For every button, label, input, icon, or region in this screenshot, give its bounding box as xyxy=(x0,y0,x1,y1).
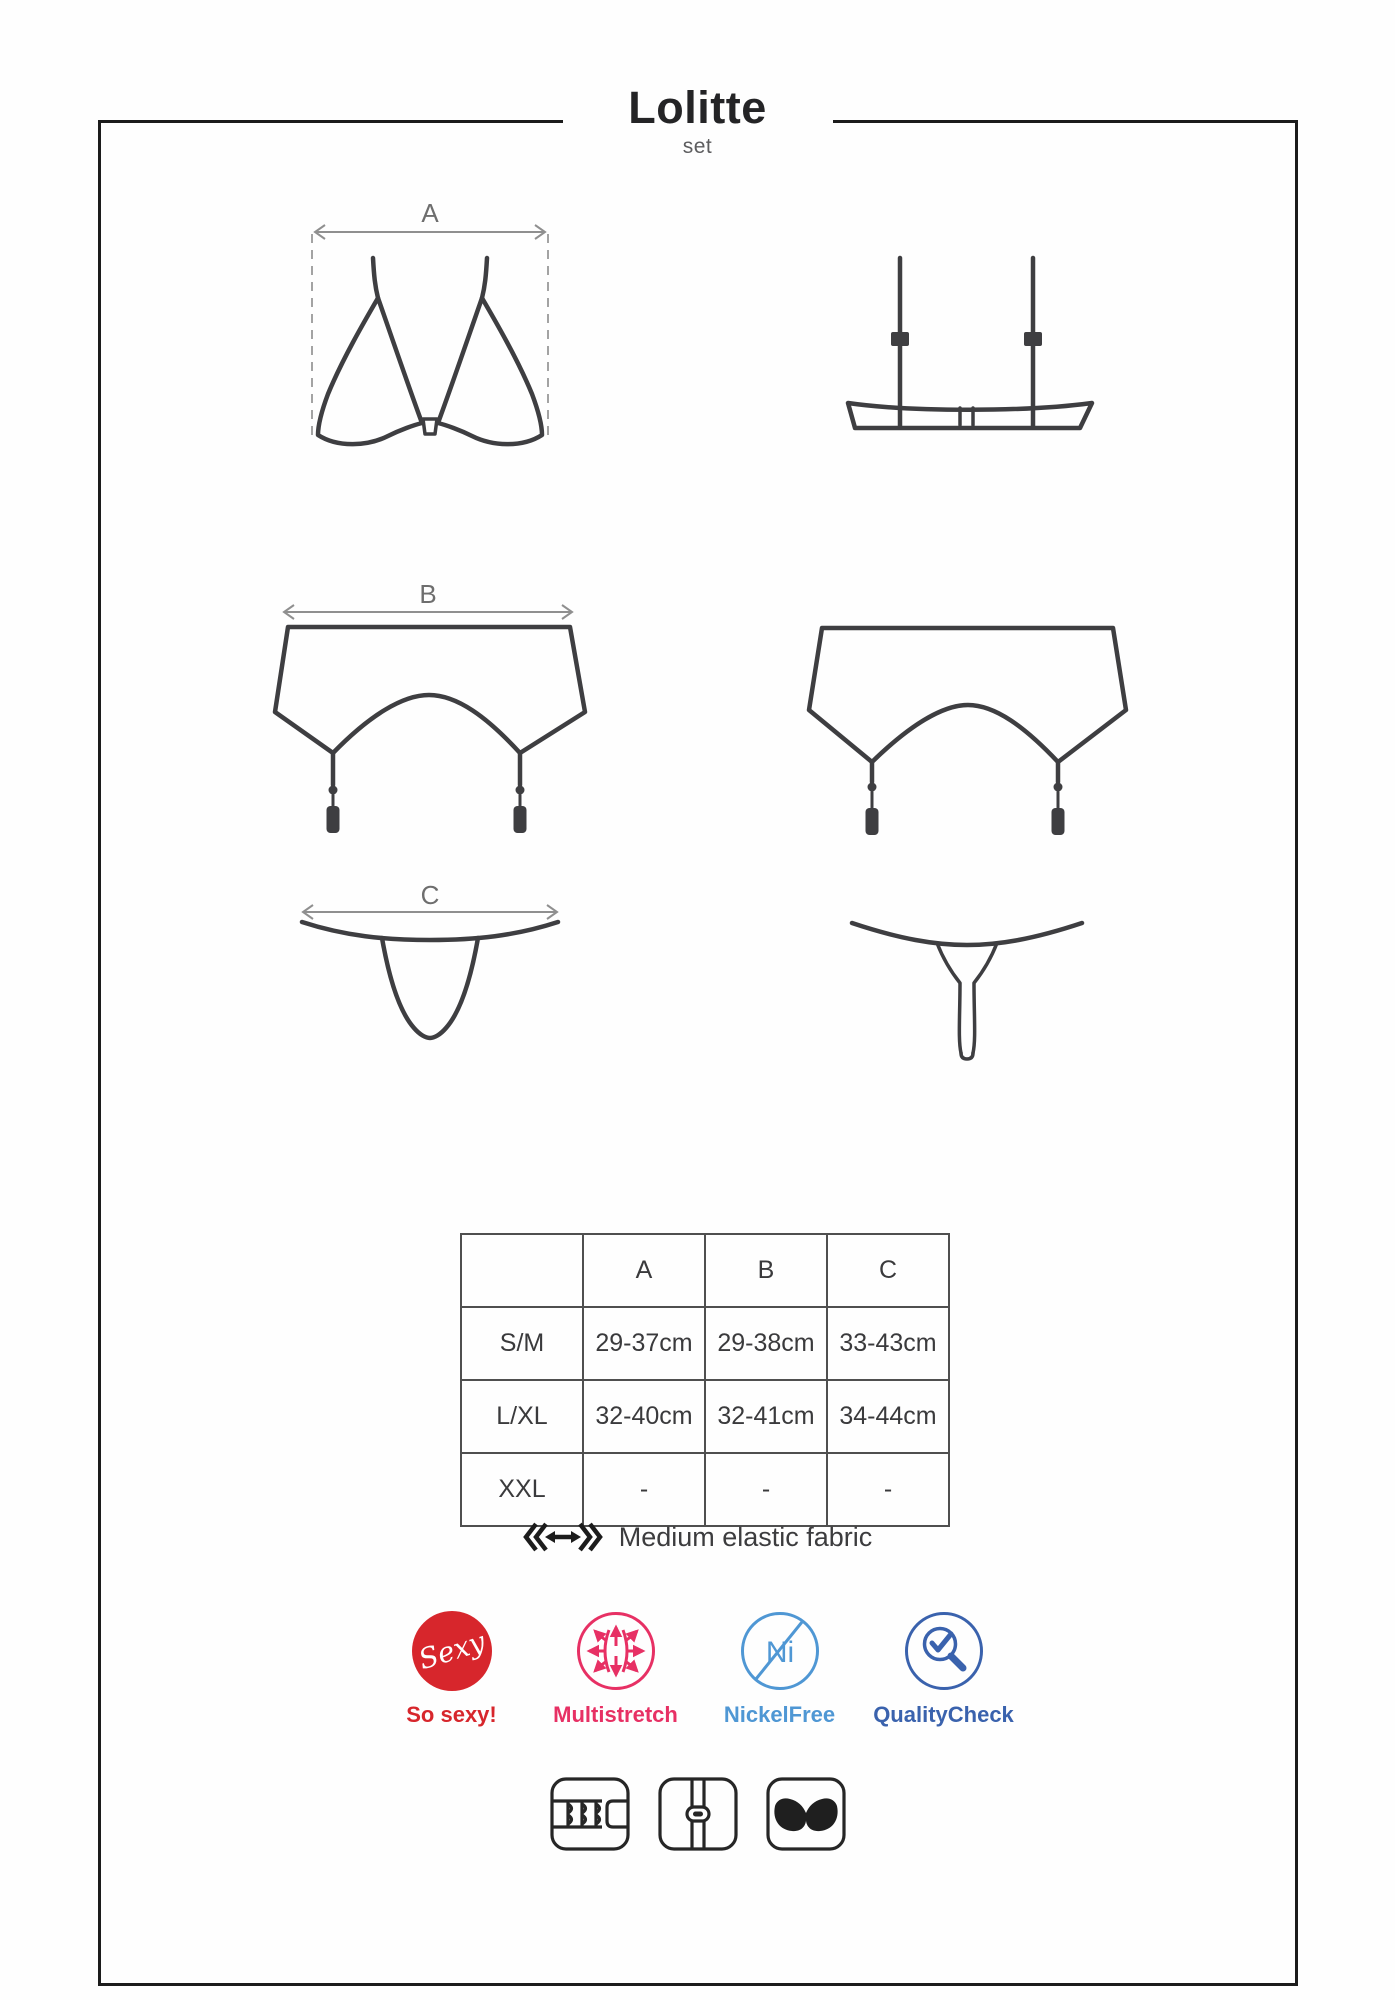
table-col-header-b: B xyxy=(705,1234,827,1307)
size-cell: 34-44cm xyxy=(827,1380,949,1453)
size-row-label: S/M xyxy=(461,1307,583,1380)
size-cell: 29-38cm xyxy=(705,1307,827,1380)
size-cell: - xyxy=(583,1453,705,1526)
table-row xyxy=(461,1380,949,1453)
garter-back-drawing xyxy=(805,615,1135,845)
table-col-header-c: C xyxy=(827,1234,949,1307)
size-cell: - xyxy=(705,1453,827,1526)
adjustable-strap-slider-icon xyxy=(657,1776,739,1852)
badge-nickelfree xyxy=(709,1610,851,1728)
bra-cups-icon xyxy=(765,1776,847,1852)
dimension-b-label: B xyxy=(419,579,437,609)
thong-front-outline xyxy=(302,922,558,1038)
multistretch-arrows-icon xyxy=(575,1610,657,1692)
size-cell: 32-41cm xyxy=(705,1380,827,1453)
fabric-note-text: Medium elastic fabric xyxy=(618,1521,873,1552)
table-corner-cell xyxy=(461,1234,583,1307)
double-arrow-stretch-icon xyxy=(523,1520,603,1554)
bra-back-outline xyxy=(848,258,1092,428)
table-row xyxy=(461,1453,949,1526)
nickel-crossed-icon xyxy=(739,1610,821,1692)
svg-text:Ni: Ni xyxy=(765,1636,794,1669)
badge-so-sexy xyxy=(381,1610,523,1728)
size-table xyxy=(460,1233,950,1527)
thong-front-drawing xyxy=(280,880,580,1060)
svg-text:Sexy: Sexy xyxy=(414,1624,489,1677)
size-row-label: L/XL xyxy=(461,1380,583,1453)
table-col-header-a: A xyxy=(583,1234,705,1307)
care-icons-row xyxy=(0,1776,1395,1852)
size-cell: - xyxy=(827,1453,949,1526)
size-cell: 32-40cm xyxy=(583,1380,705,1453)
badge-label: NickelFree xyxy=(723,1702,836,1727)
garter-front-drawing xyxy=(265,579,595,860)
table-row xyxy=(461,1307,949,1380)
bra-back-drawing xyxy=(840,250,1100,435)
bra-front-drawing xyxy=(280,198,580,460)
thong-back-outline xyxy=(852,923,1082,1059)
quality-magnifier-check-icon xyxy=(903,1610,985,1692)
thong-back-drawing xyxy=(840,915,1100,1065)
feature-badges xyxy=(0,1610,1395,1728)
badge-label: QualityCheck xyxy=(873,1702,1014,1727)
dimension-a-arrow xyxy=(312,225,548,440)
garter-back-outline xyxy=(809,628,1126,835)
garter-front-outline xyxy=(275,627,585,833)
badge-qualitycheck xyxy=(873,1610,1015,1728)
bra-front-outline xyxy=(318,258,542,444)
sexy-circle-icon xyxy=(411,1610,493,1692)
page-title: Lolitte xyxy=(628,82,767,133)
badge-label: Multistretch xyxy=(553,1702,678,1727)
dimension-a-label: A xyxy=(421,198,439,228)
badge-multistretch xyxy=(545,1610,687,1728)
size-cell: 29-37cm xyxy=(583,1307,705,1380)
size-row-label: XXL xyxy=(461,1453,583,1526)
dimension-c-label: C xyxy=(420,880,440,910)
product-title-block xyxy=(563,58,833,168)
page-subtitle: set xyxy=(682,135,713,158)
table-header-row xyxy=(461,1234,949,1307)
size-cell: 33-43cm xyxy=(827,1307,949,1380)
fabric-note xyxy=(0,1520,1395,1554)
badge-label: So sexy! xyxy=(406,1702,497,1727)
hook-and-eye-closure-icon xyxy=(549,1776,631,1852)
